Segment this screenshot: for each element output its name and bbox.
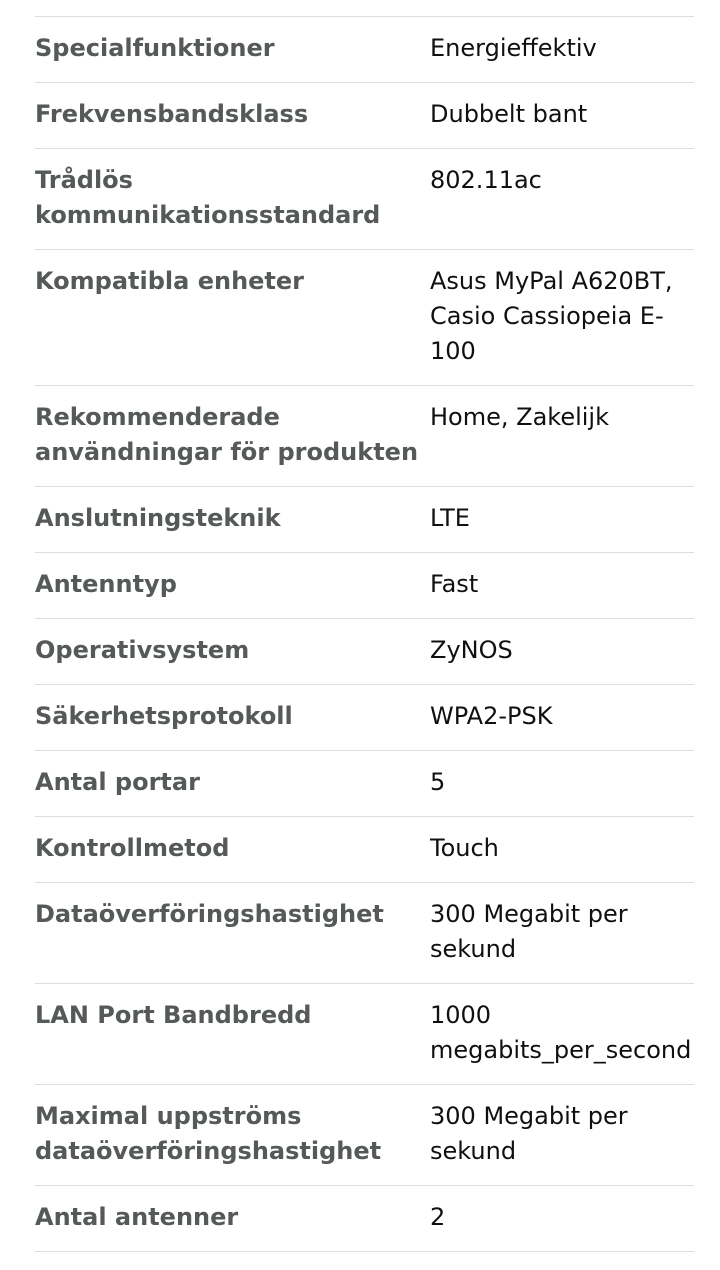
spec-value: Home, Zakelijk [430,403,609,431]
spec-value-line: megabits_per_second [430,1036,692,1064]
spec-row-max-upstream-rate [35,1085,694,1186]
spec-label: Trådlös kommunikationsstandard [35,166,381,229]
spec-value: Dubbelt bant [430,100,588,128]
spec-value: WPA2-PSK [430,702,553,730]
spec-value: ZyNOS [430,636,513,664]
spec-label: Operativsystem [35,636,250,664]
spec-row-wireless-standard [35,149,694,250]
spec-value: Fast [430,570,479,598]
spec-value: 2 [430,1203,446,1231]
spec-label: Rekommenderade användningar för produkten [35,403,419,466]
spec-row-antenna-count [35,1186,694,1252]
spec-label: Maximal uppströms dataöverföringshastighet [35,1102,382,1165]
spec-value: 802.11ac [430,166,542,194]
spec-row-antenna-type [35,553,694,619]
spec-row-frequency-band [35,83,694,149]
spec-row-connectivity [35,487,694,553]
spec-label: LAN Port Bandbredd [35,1001,312,1029]
spec-value: Touch [430,834,499,862]
spec-row-control-method [35,817,694,883]
spec-value: 5 [430,768,446,796]
spec-label: Säkerhetsprotokoll [35,702,293,730]
spec-row-lan-port-bandwidth [35,984,694,1085]
spec-value-line: 1000 [430,1001,492,1029]
spec-label: Specialfunktioner [35,34,275,62]
spec-row-special-features [35,17,694,83]
spec-row-data-transfer-rate [35,883,694,984]
spec-label: Antal antenner [35,1203,239,1231]
spec-row-recommended-uses [35,386,694,487]
spec-value: 300 Megabit per sekund [430,900,628,963]
spec-label: Dataöverföringshastighet [35,900,384,928]
spec-value: LTE [430,504,470,532]
spec-label: Frekvensbandsklass [35,100,309,128]
product-specs-table [35,16,694,1252]
spec-value: Energieffektiv [430,34,597,62]
spec-value [430,998,694,1068]
spec-label: Antenntyp [35,570,177,598]
spec-row-security-protocol [35,685,694,751]
spec-label: Anslutningsteknik [35,504,281,532]
spec-label: Antal portar [35,768,200,796]
spec-value: Asus MyPal A620BT, Casio Cassiopeia E-100 [430,267,673,365]
spec-value: 300 Megabit per sekund [430,1102,628,1165]
spec-row-compatible-devices [35,250,694,386]
spec-label: Kompatibla enheter [35,267,305,295]
spec-row-port-count [35,751,694,817]
spec-row-operating-system [35,619,694,685]
spec-label: Kontrollmetod [35,834,230,862]
